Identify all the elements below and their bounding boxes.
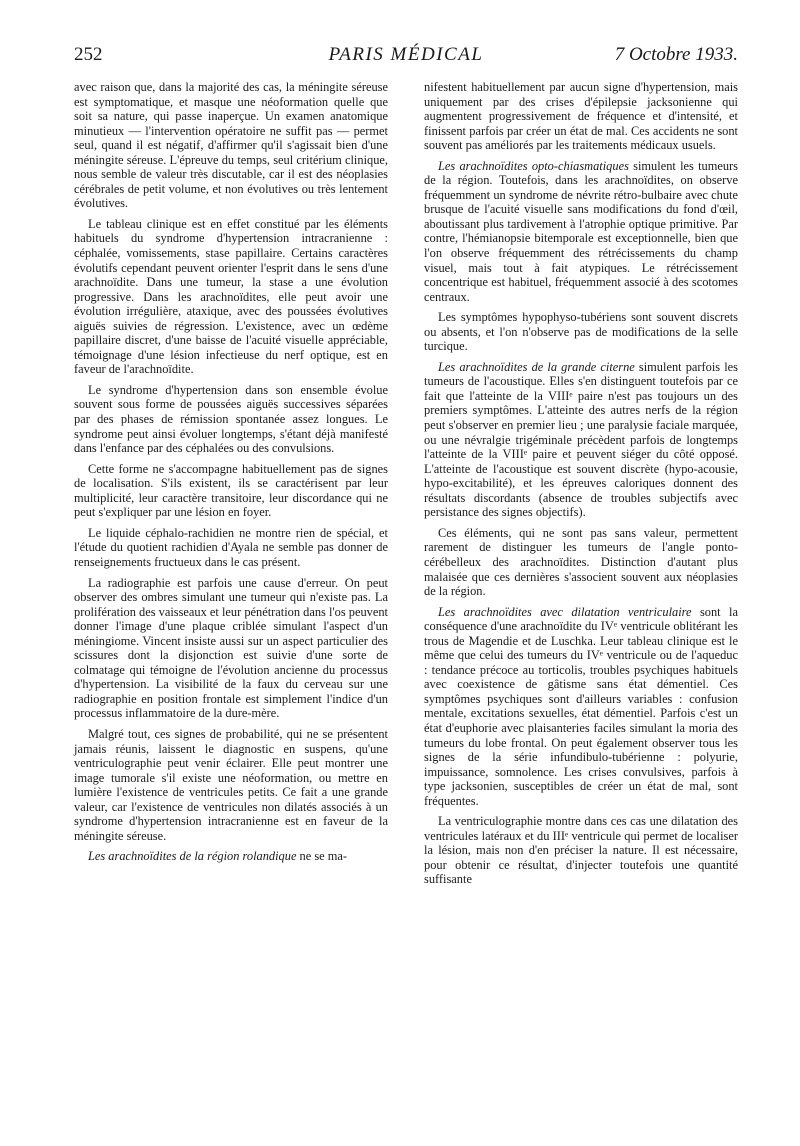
paragraph: avec raison que, dans la majorité des cas, la méningite séreuse est symptomatique, et masque une néoformation quelle que soit sa nature, qui passe inaperçue. Un examen anatomique minutieux — l'intervention opératoire ne suffit pas — permet seul, quand il est négatif, d'affirmer qu'il s'agissait bien d'une méningite séreuse. L'épreuve du temps, seul critérium clinique, nous semble de valeur très discutable, car il est des néoplasies cérébrales de petit volume, et non évolutives ou très lentement évolutives. xyxy=(74,80,388,211)
paragraph: Les arachnoïdites de la région rolandique ne se ma- xyxy=(88,849,348,864)
paragraph: Malgré tout, ces signes de probabilité, qui ne se présentent jamais réunis, laissent le diagnostic en suspens, qu'une ventriculographie peut venir éclairer. Elle peut montrer une image tumorale s'il existe une néoformation, ou mettre en lumière l'existence de ventricules petits. Ce fait a une grande valeur, car l'existence de ventricules non dilatés associés à un syndrome d'hypertension intracranienne est en faveur de la méningite séreuse. xyxy=(74,726,388,843)
paragraph: La ventriculographie montre dans ces cas une dilatation des ventricules latéraux et du IIIᵉ ventricule qui permet de localiser la lésion, mais non d'en préciser la nature. Il est nécessaire, pour obtenir ce résultat, d'injecter toutefois une quantité suffisante xyxy=(424,814,738,887)
paragraph: nifestent habituellement par aucun signe d'hypertension, mais uniquement par des crises d'épilepsie jacksonienne qui augmentent progressivement de fréquence et d'intensité, et finissent parfois par créer un état de mal. Ces accidents ne sont souvent pas améliorés par les traitements médicaux usuels. xyxy=(424,80,738,153)
section-heading: Les arachnoïdites de la région rolandique xyxy=(88,849,297,864)
paragraph: Les arachnoïdites avec dilatation ventriculaire sont la conséquence d'une arachnoïdite du IVᵉ ventricule oblitérant les trous de Magendie et de Luschka. Leur tableau clinique est le même que celui des tumeurs du IVᵉ ventricule ou de l'aqueduc : tendance précoce au torticolis, troubles psychiques habituels avec coexistence de gâtisme sans état démentiel. Ces symptômes psychiques sont d'ailleurs variables : confusion mentale, excitations sexuelles, état démentiel. Parfois c'est un état d'euphorie avec plaisanteries faciles simulant la moria des tumeurs du lobe frontal. On peut également observer tous les signes de la série infundibulo-tubérienne : polyurie, impuissance, somnolence. Les crises convulsives, parfois à type jacksonien, susceptibles de créer un état de mal, sont fréquentes. xyxy=(424,604,739,808)
page-number: 252 xyxy=(74,44,103,65)
paragraph: Cette forme ne s'accompagne habituellement pas de signes de localisation. S'ils existent, ils se caractérisent par leur multiplicité, leur caractère transitoire, leur discordance qui ne peut s'expliquer par une lésion en foyer. xyxy=(74,461,388,520)
right-column xyxy=(424,80,738,887)
paragraph: La radiographie est parfois une cause d'erreur. On peut observer des ombres simulant une tumeur qui n'existe pas. La prolifération des vaisseaux et leur pénétration dans l'os peuvent donner l'image d'une plaque criblée simulant l'aspect d'un méningiome. Vincent insiste aussi sur un aspect particulier des scissures dont la disjonction est suivie d'une sorte de colmatage qui témoigne de l'évolution ancienne du processus d'hypertension. La visibilité de la faux du cerveau sur une radiographie en position frontale est simplement l'indice d'un processus inflammatoire de la dure-mère. xyxy=(74,575,388,721)
paragraph: Le syndrome d'hypertension dans son ensemble évolue souvent sous forme de poussées aiguës successives séparées par des phases de rémission spontanée assez longues. Le syndrome peut ainsi évoluer longtemps, s'étant déjà manifesté dans l'enfance par des céphalées ou des convulsions. xyxy=(74,382,388,456)
paragraph: Les symptômes hypophyso-tubériens sont souvent discrets ou absents, et l'on n'observe pas de modifications de la selle turcique. xyxy=(424,310,738,354)
section-heading: Les arachnoïdites de la grande citerne xyxy=(438,359,635,374)
paragraph: Les arachnoïdites opto-chiasmatiques simulent les tumeurs de la région. Toutefois, dans les arachnoïdites, on observe fréquemment un syndrome de névrite rétro-bulbaire avec chute brusque de l'acuité visuelle sans modifications du fond d'œil, aboutissant plus tardivement à l'atrophie optique primitive. Par contre, l'hémianopsie bitemporale est exceptionnelle, bien que l'on observe fréquemment des rétrécissements du champ visuel, mais tout à fait atypiques. Le rétrécissement concentrique est habituel, fréquemment associé à des scotomes centraux. xyxy=(424,158,739,304)
issue-date: 7 Octobre 1933. xyxy=(614,44,738,65)
paragraph: Les arachnoïdites de la grande citerne simulent parfois les tumeurs de l'acoustique. Elles s'en distinguent toutefois par ce fait que l'atteinte de la VIIIᵉ paire n'est pas toujours un des premiers symptômes. L'atteinte des autres nerfs de la région peut s'observer en premier lieu ; une paralysie faciale marquée, ou une névralgie trigéminale précèdent parfois de longtemps l'atteinte de la VIIIᵉ paire et peuvent siéger du côté opposé. L'atteinte de l'acoustique est souvent discrète (hypo-acousie, hypo-excitabilité), et les épreuves caloriques donnent des résultats discordants (absence de troubles subjectifs avec persistance des signes objectifs). xyxy=(424,359,738,520)
paragraph: Le liquide céphalo-rachidien ne montre rien de spécial, et l'étude du quotient rachidien d'Ayala ne semble pas donner de renseignements fructueux dans le cas présent. xyxy=(74,525,388,569)
paragraph: Ces éléments, qui ne sont pas sans valeur, permettent rarement de distinguer les tumeurs de l'angle ponto-cérébelleux des arachnoïdites. Distinction d'autant plus malaisée que ces dernières s'associent souvent aux néoplasies de la région. xyxy=(424,525,738,599)
paragraph: Le tableau clinique est en effet constitué par les éléments habituels du syndrome d'hypertension intracranienne : céphalée, vomissements, stase papillaire. Certains caractères évolutifs cependant peuvent orienter l'esprit dans le sens d'une arachnoïdite. Dans une tumeur, la stase a une évolution progressive. Dans les arachnoïdites, elle peut avoir une évolution irrégulière, ataxique, avec des poussées évolutives aiguës suivies de régression. L'existence, avec un œdème papillaire discret, d'une baisse de l'acuité visuelle appréciable, témoignage d'une lésion infectieuse du nerf optique, est en faveur de l'arachnoïdite. xyxy=(74,216,388,377)
section-heading: Les arachnoïdites opto-chiasmatiques xyxy=(438,158,629,173)
journal-title: PARIS MÉDICAL xyxy=(328,44,484,65)
section-heading: Les arachnoïdites avec dilatation ventriculaire xyxy=(438,604,692,619)
running-header xyxy=(74,44,738,72)
left-column xyxy=(74,80,388,864)
